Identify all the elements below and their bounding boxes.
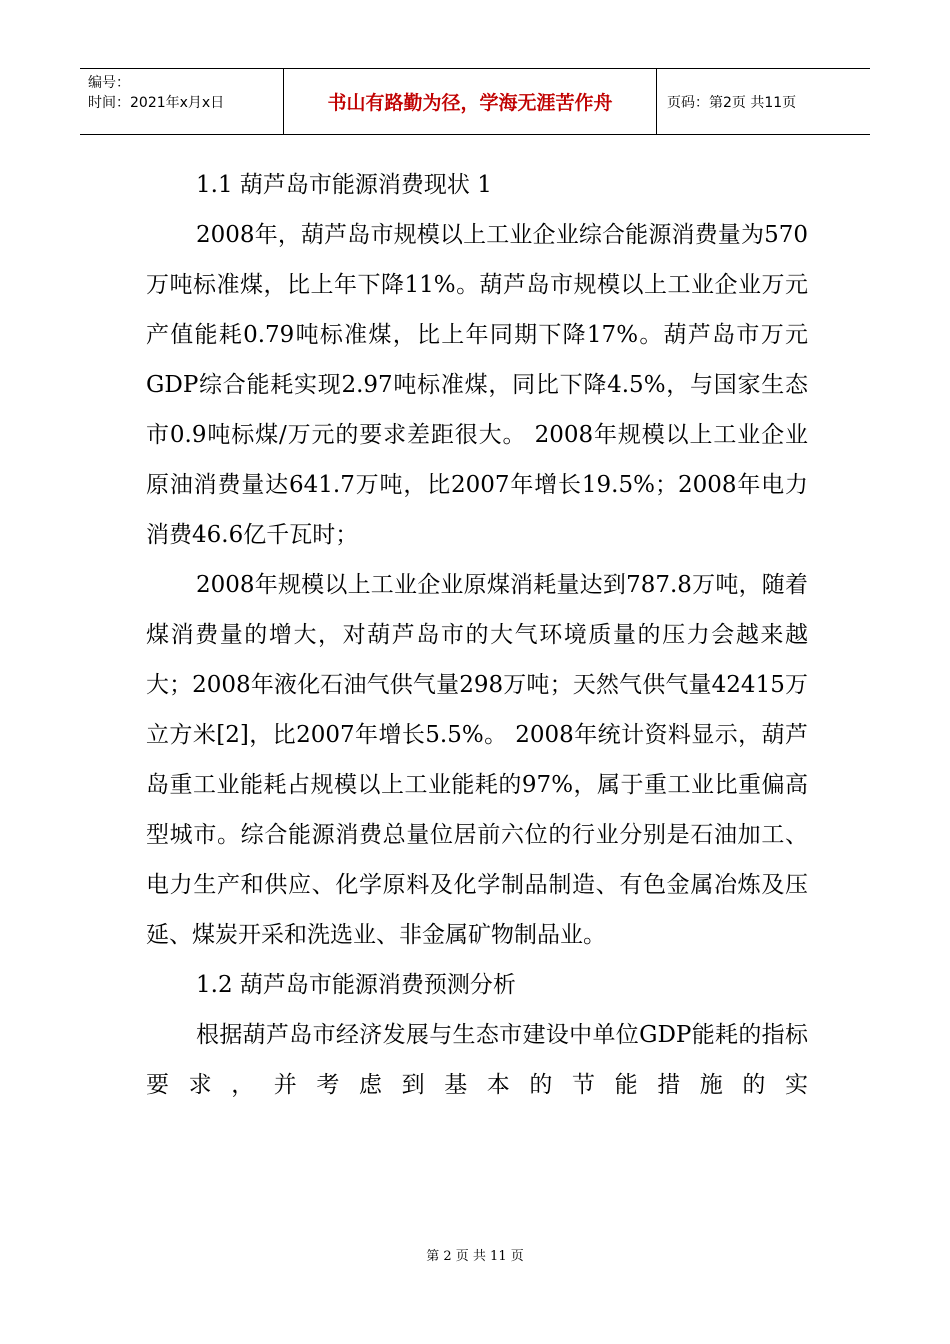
serial-label: 编号： [88,75,130,91]
paragraph: 根据葫芦岛市经济发展与生态市建设中单位GDP能耗的指标要求，并考虑到基本的节能措施的实 [146,1022,808,1098]
section-heading-1-1: 1.1 葫芦岛市能源消费现状 1 [196,172,492,198]
page-footer: 第 2 页 共 11 页 [426,1249,524,1264]
paragraph: 2008年，葫芦岛市规模以上工业企业综合能源消费量为570万吨标准煤，比上年下降11%。葫芦岛市规模以上工业企业万元产值能耗0.79吨标准煤，比上年同期下降17%。葫芦岛市万元GDP综合能耗实现2.97吨标准煤，同比下降4.5%，与国家生态市0.9吨标煤/万元的要求差距很大。 2008年规模以上工业企业原油消费量达641.7万吨，比2007年增长19.5%；2008年电力消费46.6亿千瓦时； [146,222,808,548]
header-motto: 书山有路勤为径，学海无涯苦作舟 [283,69,657,134]
header-meta [80,69,283,134]
paragraph: 2008年规模以上工业企业原煤消耗量达到787.8万吨，随着煤消费量的增大，对葫芦岛市的大气环境质量的压力会越来越大；2008年液化石油气供气量298万吨；天然气供气量42415万立方米[2]，比2007年增长5.5%。 2008年统计资料显示，葫芦岛重工业能耗占规模以上工业能耗的97%，属于重工业比重偏高型城市。综合能源消费总量位居前六位的行业分别是石油加工、电力生产和供应、化学原料及化学制品制造、有色金属冶炼及压延、煤炭开采和洗选业、非金属矿物制品业。 [146,572,808,948]
header-page-info: 页码：第2页 共11页 [667,94,797,111]
page-header [80,68,870,135]
section-heading-1-2: 1.2 葫芦岛市能源消费预测分析 [196,972,516,998]
date-label: 时间：2021年x月x日 [88,95,225,111]
document-body [146,160,808,1110]
